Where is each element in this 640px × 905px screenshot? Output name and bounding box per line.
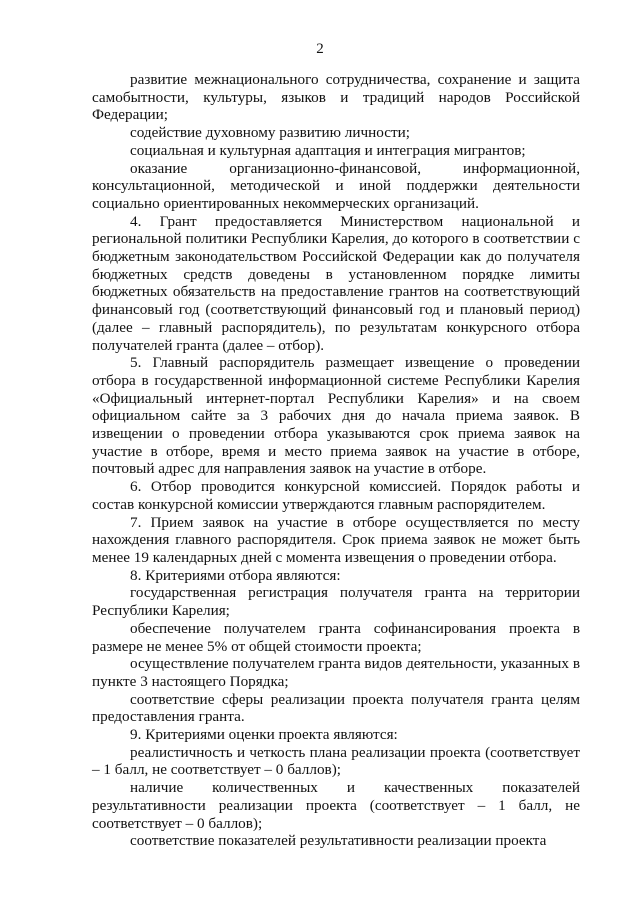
paragraph-9: 8. Критериями отбора являются: (130, 566, 341, 584)
paragraph-12: осуществление получателем гранта видов деятельности, указанных в пункте 3 настоящего Порядка; (92, 655, 580, 690)
paragraph-8: 7. Прием заявок на участие в отборе осуществляется по месту нахождения главного распорядителя. Срок приема заявок не может быть менее 19 календарных дней с момента извещения о проведении отбора. (92, 513, 580, 566)
paragraph-17: соответствие показателей результативности реализации проекта (130, 832, 547, 850)
paragraph-13: соответствие сферы реализации проекта получателя гранта целям предоставления гранта. (92, 690, 580, 726)
paragraph-16: наличие количественных и качественных показателей результативности реализации проекта (соответствует – 1 балл, не соответствует – 0 баллов); (92, 779, 580, 832)
paragraph-11: обеспечение получателем гранта софинансирования проекта в размере не менее 5% от общей стоимости проекта; (92, 619, 580, 655)
paragraph-4: оказание организационно-финансовой, информационной, консультационной, методической и иной поддержки деятельности социально ориентированных некоммерческих организаций. (92, 159, 580, 212)
page-number: 2 (316, 41, 324, 57)
paragraph-3: социальная и культурная адаптация и интеграция мигрантов; (130, 141, 526, 159)
paragraph-6: 5. Главный распорядитель размещает извещение о проведении отбора в государственной информационной системе Республики Карелия «Официальный интернет-портал Республики Карелия» и на своем официальном сайте за 3 рабочих дня до начала приема заявок. В извещении о проведении отбора указываются срок приема заявок на участие в отборе, время и место приема заявок на участие в отборе, почтовый адрес для направления заявок на участие в отборе. (92, 354, 580, 478)
paragraph-10: государственная регистрация получателя гранта на территории Республики Карелия; (92, 584, 580, 620)
paragraph-7: 6. Отбор проводится конкурсной комиссией. Порядок работы и состав конкурсной комиссии утверждаются главным распорядителем. (92, 478, 580, 513)
document-body (92, 71, 580, 850)
paragraph-1: развитие межнационального сотрудничества, сохранение и защита самобытности, культуры, языков и традиций народов Российской Федерации; (92, 71, 580, 124)
paragraph-14: 9. Критериями оценки проекта являются: (130, 726, 398, 744)
paragraph-5: 4. Грант предоставляется Министерством национальной и региональной политики Республики Карелия, до которого в соответствии с бюджетным законодательством Российской Федерации как до получателя бюджетных средств доведены в установленном порядке лимиты бюджетных обязательств на предоставление грантов на соответствующий финансовый год (соответствующий финансовый год и плановый период) (далее – главный распорядитель), по результатам конкурсного отбора получателей гранта (далее – отбор). (92, 212, 580, 354)
paragraph-2: содействие духовному развитию личности; (130, 124, 410, 142)
paragraph-15: реалистичность и четкость плана реализации проекта (соответствует – 1 балл, не соответствует – 0 баллов); (92, 743, 580, 779)
